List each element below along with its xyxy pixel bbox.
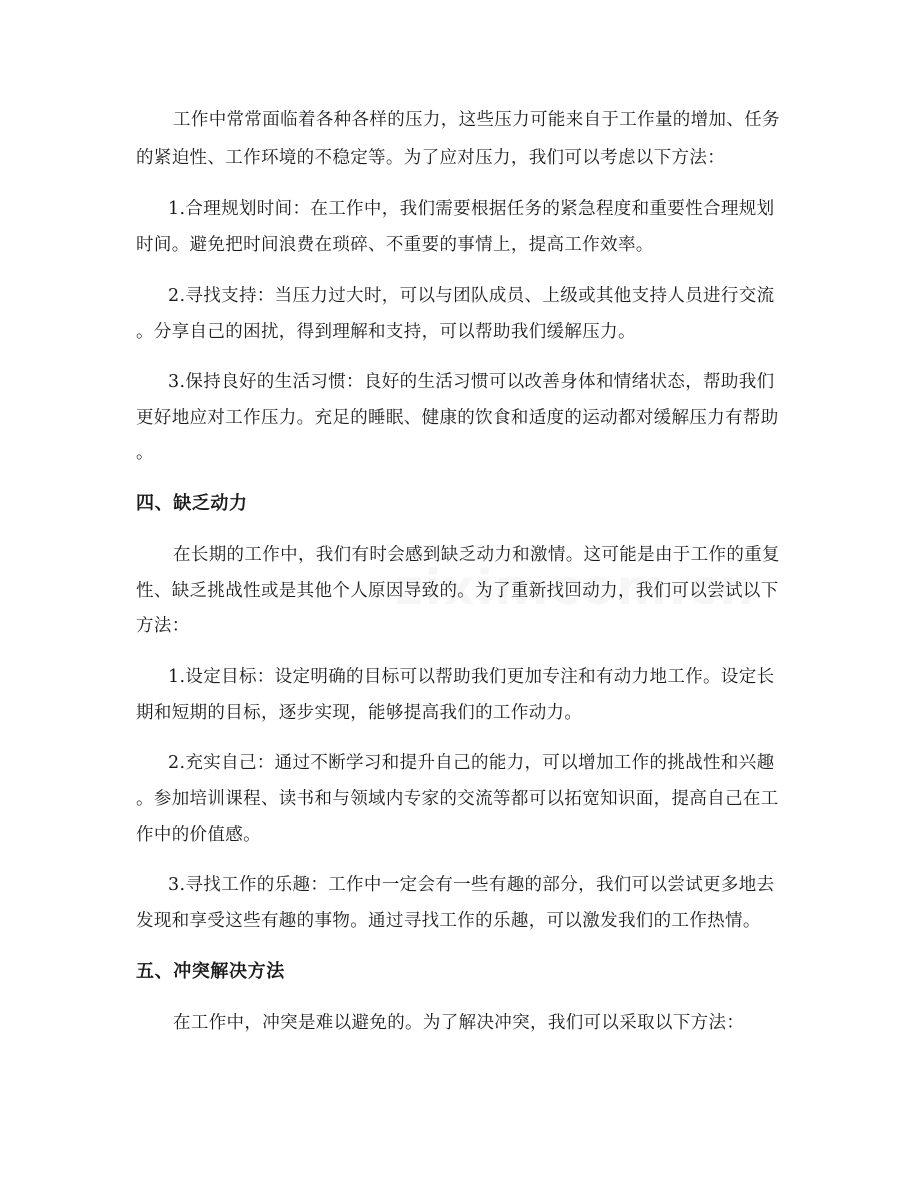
text-line: 。 [136,443,154,463]
text-line: 。参加培训课程、读书和与领域内专家的交流等都可以拓宽知识面，提高自己在工 [136,789,779,809]
text-line: 的紧迫性、工作环境的不稳定等。为了应对压力，我们可以考虑以下方法： [136,148,726,168]
text-line: 1.设定目标：设定明确的目标可以帮助我们更加专注和有动力地工作。设定长 [168,667,775,687]
section-heading-conflict: 五、冲突解决方法 [136,961,285,982]
text-line: 时间。避免把时间浪费在琐碎、不重要的事情上，提高工作效率。 [136,235,654,255]
text-line: 1.合理规划时间：在工作中，我们需要根据任务的紧急程度和重要性合理规划 [168,199,775,219]
text-line: 期和短期的目标，逐步实现，能够提高我们的工作动力。 [136,703,583,723]
text-line: 在长期的工作中，我们有时会感到缺乏动力和激情。这可能是由于工作的重复 [173,545,780,565]
text-line: 3.寻找工作的乐趣：工作中一定会有一些有趣的部分，我们可以尝试更多地去 [168,875,775,895]
text-line: 作中的价值感。 [136,825,261,845]
text-line: 在工作中，冲突是难以避免的。为了解决冲突，我们可以采取以下方法： [173,1013,745,1033]
text-line: 工作中常常面临着各种各样的压力，这些压力可能来自于工作量的增加、任务 [173,110,780,130]
text-line: 2.充实自己：通过不断学习和提升自己的能力，可以增加工作的挑战性和兴趣 [168,753,775,773]
section-heading-motivation: 四、缺乏动力 [136,493,248,514]
text-line: 更好地应对工作压力。充足的睡眠、健康的饮食和适度的运动都对缓解压力有帮助 [136,408,779,428]
text-line: 。分享自己的困扰，得到理解和支持，可以帮助我们缓解压力。 [136,322,636,342]
text-line: 性、缺乏挑战性或是其他个人原因导致的。为了重新找回动力，我们可以尝试以下 [136,581,779,601]
text-line: 3.保持良好的生活习惯：良好的生活习惯可以改善身体和情绪状态，帮助我们 [168,372,775,392]
text-line: 发现和享受这些有趣的事物。通过寻找工作的乐趣，可以激发我们的工作热情。 [136,911,761,931]
text-line: 2.寻找支持：当压力过大时，可以与团队成员、上级或其他支持人员进行交流 [168,286,775,306]
text-line: 方法： [136,616,190,636]
